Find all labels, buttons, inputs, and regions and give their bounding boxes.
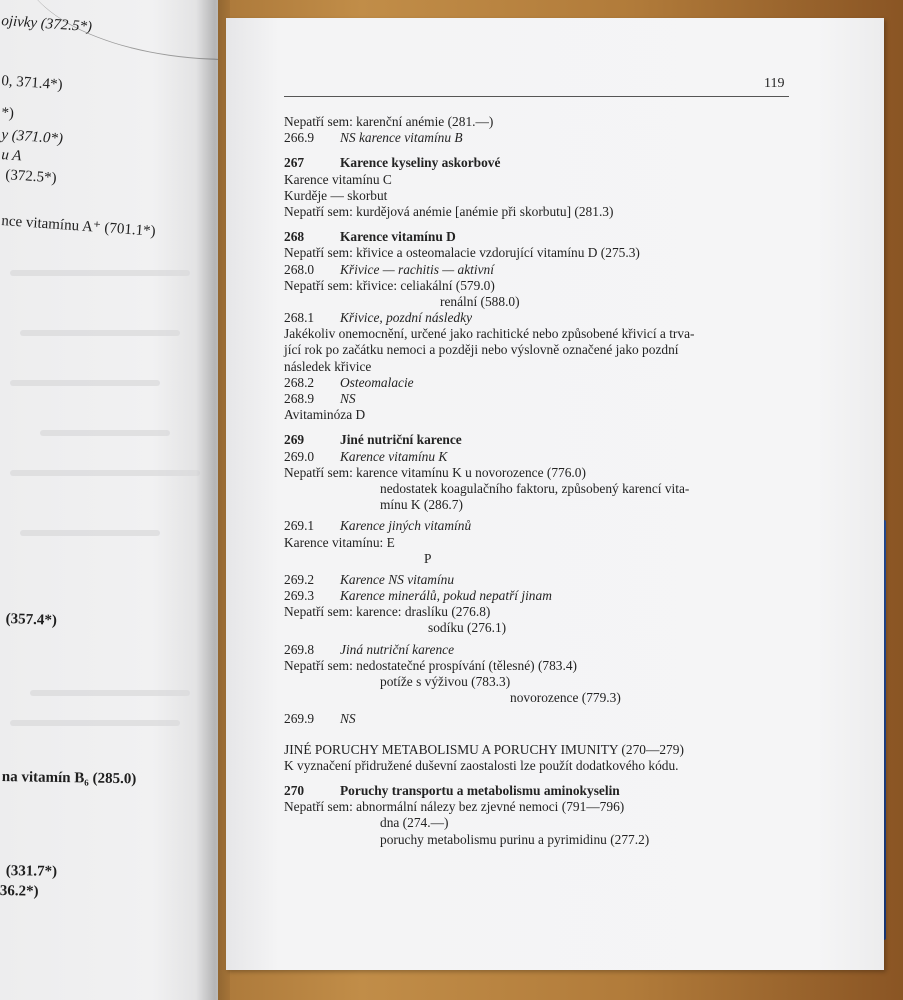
entry-line — [284, 262, 804, 278]
entry-line — [284, 518, 804, 534]
section-heading — [284, 783, 804, 799]
entry-line — [284, 310, 804, 326]
book-spine-shadow — [196, 0, 230, 1000]
entry-title: Karence minerálů, pokud nepatří jinam — [340, 588, 552, 604]
entry-line — [284, 449, 804, 465]
left-page-line: ojivky (372.5*) — [0, 12, 93, 36]
left-page-line: y (371.0*) — [0, 126, 64, 148]
left-page-line: na vitamín B₆ (285.0) — [1, 768, 137, 788]
section-heading — [284, 229, 804, 245]
left-page-line: (357.4*) — [5, 610, 58, 629]
text-line: potíže s výživou (783.3) — [380, 674, 511, 689]
entry-line — [284, 588, 804, 604]
section-heading — [284, 155, 804, 171]
entry-code: 269.1 — [284, 518, 315, 534]
entry-code: 269.8 — [284, 641, 315, 657]
section-code: 269 — [284, 432, 305, 448]
entry-line — [284, 391, 804, 407]
text-line: Nepatří sem: karence vitamínu K u novorozence (776.0) — [284, 464, 586, 480]
section-code: 267 — [284, 155, 305, 171]
entry-code: 269.2 — [284, 571, 315, 587]
entry-line — [284, 642, 804, 658]
entry-title: NS — [340, 711, 356, 727]
text-line: Kurděje — skorbut — [284, 187, 388, 203]
entry-code: 269.9 — [284, 711, 315, 727]
text-line: Nepatří sem: abnormální nálezy bez zjevné nemoci (791—796) — [284, 799, 625, 815]
section-title: Karence vitamínu D — [340, 229, 456, 245]
section-title: Poruchy transportu a metabolismu aminokyselin — [340, 782, 620, 798]
left-page — [0, 0, 218, 1000]
left-page-line: 36.2*) — [0, 882, 39, 900]
entry-code: 268.1 — [284, 310, 315, 326]
left-page-line: (331.7*) — [5, 862, 58, 880]
text-line: Nepatří sem: křivice: celiakální (579.0) — [284, 277, 495, 293]
entry-line — [284, 375, 804, 391]
text-line: Nepatří sem: karence: draslíku (276.8) — [284, 604, 491, 620]
text-line: P — [424, 550, 432, 566]
entry-line — [284, 572, 804, 588]
chapter-heading: JINÉ PORUCHY METABOLISMU A PORUCHY IMUNITY (270—279) — [284, 741, 684, 757]
entry-title: Křivice — rachitis — aktivní — [340, 261, 494, 277]
text-line: poruchy metabolismu purinu a pyrimidinu (277.2) — [380, 831, 650, 847]
text-line: sodíku (276.1) — [428, 620, 507, 636]
header-rule — [284, 96, 789, 97]
text-line: renální (588.0) — [440, 293, 520, 309]
entry-title: Karence vitamínu K — [340, 448, 448, 464]
entry-title: Jiná nutriční karence — [340, 641, 455, 657]
entry-code: 269.0 — [284, 448, 315, 464]
page-content — [284, 114, 804, 848]
left-page-line: (372.5*) — [4, 166, 58, 187]
text-line: novorozence (779.3) — [510, 690, 621, 706]
section-title: Karence kyseliny askorbové — [340, 155, 501, 171]
text-line: Nepatří sem: nedostatečné prospívání (tělesné) (783.4) — [284, 657, 578, 673]
text-line: Avitaminóza D — [284, 407, 366, 423]
entry-title: NS karence vitamínu B — [340, 130, 463, 146]
text-line: Karence vitamínu: E — [284, 534, 395, 550]
entry-line — [284, 130, 804, 146]
text-line: Nepatří sem: kurdějová anémie [anémie při skorbutu] (281.3) — [284, 203, 614, 219]
text-line: mínu K (286.7) — [380, 497, 463, 513]
text-line: K vyznačení přidružené duševní zaostalosti lze použít dodatkového kódu. — [284, 757, 679, 773]
entry-code: 268.2 — [284, 374, 315, 390]
section-heading — [284, 432, 804, 448]
left-page-line: nce vitamínu A⁺ (701.1*) — [0, 212, 157, 240]
entry-code: 266.9 — [284, 130, 315, 146]
right-page — [226, 18, 884, 970]
section-code: 268 — [284, 229, 305, 245]
entry-title: Karence NS vitamínu — [340, 571, 455, 587]
text-line: jící rok po začátku nemoci a později nebo výslovně označené jako pozdní — [284, 342, 679, 358]
entry-line — [284, 711, 804, 727]
left-page-line: *) — [0, 104, 15, 122]
entry-title: Křivice, pozdní následky — [340, 310, 473, 326]
left-page-line: u A — [0, 146, 23, 165]
entry-title: NS — [340, 391, 356, 406]
left-page-line: 0, 371.4*) — [0, 72, 64, 94]
text-line: Jakékoliv onemocnění, určené jako rachitické nebo způsobené křivicí a trva- — [284, 326, 695, 342]
text-line: Karence vitamínu C — [284, 171, 392, 187]
entry-code: 268.0 — [284, 261, 315, 277]
text-line: dna (274.—) — [380, 815, 449, 831]
text-line: následek křivice — [284, 358, 372, 374]
section-title: Jiné nutriční karence — [340, 432, 462, 448]
entry-code: 269.3 — [284, 588, 315, 604]
text-line: Nepatří sem: karenční anémie (281.—) — [284, 114, 494, 129]
entry-title: Osteomalacie — [340, 374, 414, 390]
text-line: nedostatek koagulačního faktoru, způsobený karencí vita- — [380, 480, 690, 496]
entry-code: 268.9 — [284, 391, 315, 406]
text-line: Nepatří sem: křivice a osteomalacie vzdorující vitamínu D (275.3) — [284, 245, 640, 261]
entry-title: Karence jiných vitamínů — [340, 518, 472, 534]
section-code: 270 — [284, 782, 305, 798]
page-number: 119 — [764, 76, 785, 91]
